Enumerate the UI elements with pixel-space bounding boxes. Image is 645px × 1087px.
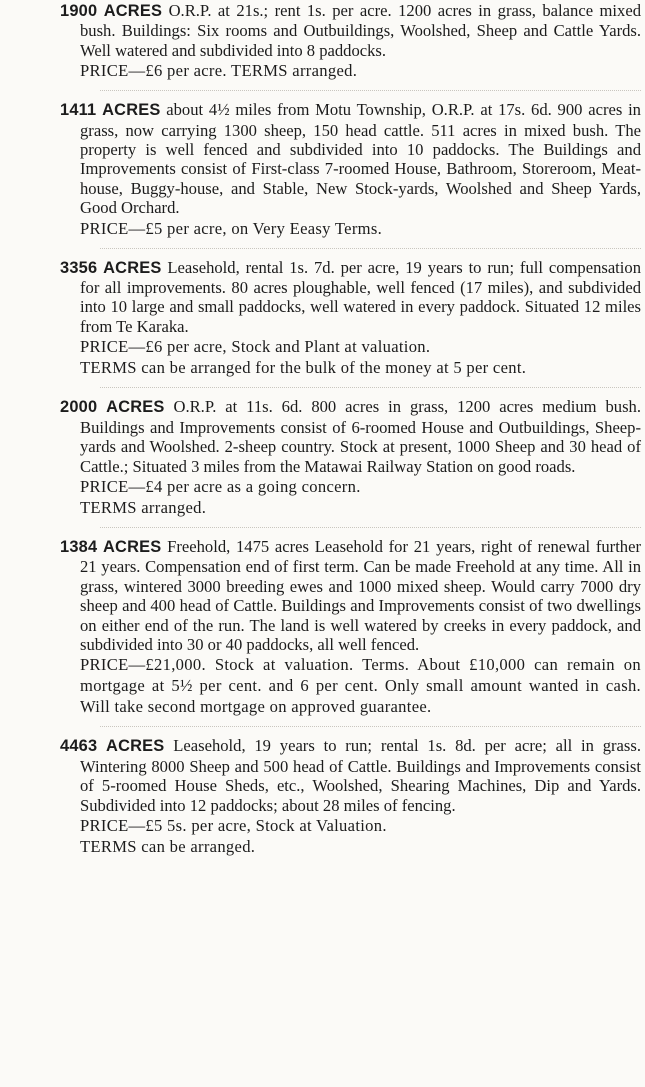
listing-description: [60, 736, 641, 815]
listing-terms: TERMS can be arranged.: [80, 836, 256, 856]
divider: [100, 725, 641, 727]
listing-acres: 1900 ACRES: [60, 2, 163, 20]
listing-acres: 3356 ACRES: [60, 258, 162, 277]
listing-text: O.R.P. at 21s.; rent 1s. per acre. 1200 acres in grass, balance mixed bush. Buildings: Six rooms and Outbuildings, Woolshed, Sheep and Cattle Yards. Well watered and subdivided into 8 paddocks.: [80, 1, 641, 60]
listing-1411-acres: [60, 100, 641, 238]
listing-terms: TERMS arranged.: [80, 497, 207, 517]
listing-text: Freehold, 1475 acres Leasehold for 21 years, right of renewal further 21 years. Compensation end of first term. Can be made Freehold at any time. All in grass, wintered 3000 breeding ewes and 1000 mixed sheep. Would carry 7000 dry sheep and 400 head of Cattle. Buildings and Improvements consist of two dwellings on either end of the run. The land is well watered by creeks in every paddock, and subdivided into 30 or 40 paddocks, all well fenced.: [80, 536, 641, 654]
listing-acres: 1411 ACRES: [60, 101, 161, 120]
listing-text: Leasehold, 19 years to run; rental 1s. 8d. per acre; all in grass. Wintering 8000 Sheep and 500 head of Cattle. Buildings and Improvements consist of 5-roomed House Sheds, etc., Woolshed, Shearing Machines, Dip and Yards. Subdivided into 12 paddocks; about 28 miles of fencing.: [80, 736, 641, 815]
listing-price: PRICE—£21,000. Stock at valuation. Terms. About £10,000 can remain on mortgage at 5½ per cent. and 6 per cent. Only small amount wanted in cash. Will take second mortgage on approved guarantee.: [80, 655, 641, 717]
divider: [100, 526, 641, 528]
listing-price: PRICE—£4 per acre as a going concern.: [80, 476, 361, 496]
listing-price: PRICE—£5 5s. per acre, Stock at Valuation.: [80, 815, 387, 835]
listing-price: PRICE—£6 per acre. TERMS arranged.: [80, 61, 358, 81]
listing-description: [60, 100, 641, 217]
listing-1384-acres: [60, 537, 641, 717]
divider: [100, 89, 641, 91]
listing-acres: 4463 ACRES: [60, 737, 165, 756]
listing-2000-acres: [60, 397, 641, 518]
listing-1900-acres: [60, 1, 641, 81]
listing-acres: 2000 ACRES: [60, 398, 165, 417]
listing-price: PRICE—£6 per acre, Stock and Plant at valuation.: [80, 337, 431, 357]
listing-acres: 1384 ACRES: [60, 537, 162, 556]
listing-4463-acres: [60, 736, 641, 857]
listing-price: PRICE—£5 per acre, on Very Eeasy Terms.: [80, 218, 383, 238]
listing-text: O.R.P. at 11s. 6d. 800 acres in grass, 1200 acres medium bush. Buildings and Improvements consist of 6-roomed House and Outbuildings, Sheep-yards and Woolshed. 2-sheep country. Stock at present, 1000 Sheep and 30 head of Cattle.; Situated 3 miles from the Matawai Railway Station on good roads.: [80, 397, 641, 476]
listing-description: [60, 537, 641, 654]
listing-3356-acres: [60, 258, 641, 379]
divider: [100, 247, 641, 249]
divider: [100, 386, 641, 388]
listing-description: [60, 258, 641, 337]
listing-description: [60, 1, 641, 60]
listing-terms: TERMS can be arranged for the bulk of the money at 5 per cent.: [80, 358, 527, 378]
listing-description: [60, 397, 641, 476]
listing-text: about 4½ miles from Motu Township, O.R.P. at 17s. 6d. 900 acres in grass, now carrying 1300 sheep, 150 head cattle. 511 acres in mixed bush. The property is well fenced and subdivided into 10 paddocks. The Buildings and Improvements consist of First-class 7-roomed House, Bathroom, Storeroom, Meat-house, Buggy-house, and Stable, New Stock-yards, Woolshed and Sheep Yards, Good Orchard.: [80, 100, 641, 218]
listing-text: Leasehold, rental 1s. 7d. per acre, 19 years to run; full compensation for all improvements. 80 acres ploughable, well fenced (17 miles), and subdivided into 10 large and small paddocks, well watered in every paddock. Situated 12 miles from Te Karaka.: [80, 257, 641, 336]
